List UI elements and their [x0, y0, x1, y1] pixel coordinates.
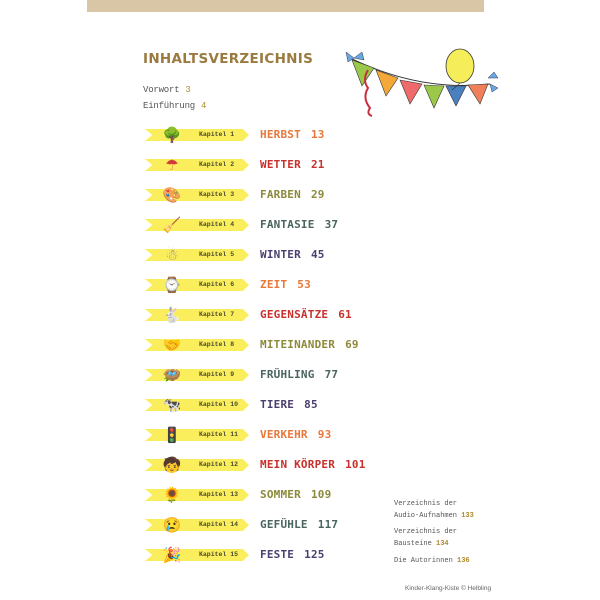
- chapter-number: Kapitel 3: [199, 191, 235, 198]
- chapter-number: Kapitel 1: [199, 131, 235, 138]
- footer-copyright: Kinder-Klang-Kiste © Helbling: [405, 585, 492, 592]
- chapter-title: GEFÜHLE 117: [260, 518, 339, 531]
- chapter-title: WINTER 45: [260, 248, 325, 261]
- chapter-page: 77: [324, 368, 339, 381]
- chapter-page: 13: [310, 128, 325, 141]
- chapter-number: Kapitel 15: [199, 551, 239, 558]
- appendix-label: Verzeichnis der: [394, 500, 458, 508]
- witch-on-broom-icon: 🧹: [162, 217, 182, 234]
- chapter-title: GEGENSÄTZE 61: [260, 308, 352, 321]
- chapter-title: FRÜHLING 77: [260, 368, 339, 381]
- chapter-page: 29: [310, 188, 325, 201]
- snowman-icon: ☃: [165, 247, 179, 264]
- chapter-title: WETTER 21: [260, 158, 325, 171]
- chapter-number: Kapitel 10: [199, 401, 239, 408]
- appendix-item-audio[interactable]: [394, 498, 474, 522]
- appendix-page: 133: [461, 512, 474, 520]
- appendix-label: Die Autorinnen: [394, 557, 453, 565]
- chapter-row[interactable]: [143, 214, 403, 236]
- child-icon: 🧒: [162, 457, 182, 474]
- chapter-page: 53: [297, 278, 311, 291]
- intro-page: 4: [201, 101, 207, 111]
- chapter-number: Kapitel 14: [199, 521, 239, 528]
- chapter-number: Kapitel 7: [199, 311, 235, 318]
- intro-page: 3: [185, 85, 191, 95]
- traffic-light-icon: 🚦: [162, 427, 182, 444]
- chapter-number: Kapitel 4: [199, 221, 235, 228]
- chapter-title: HERBST 13: [260, 128, 325, 141]
- intro-item-vorwort[interactable]: [143, 85, 191, 95]
- chapter-page: 69: [345, 338, 359, 351]
- page-title: INHALTSVERZEICHNIS: [143, 51, 314, 67]
- intro-label: Einführung: [143, 101, 196, 111]
- paint-palette-icon: 🎨: [162, 187, 182, 204]
- chapter-page: 45: [310, 248, 325, 261]
- bird-nest-icon: 🪺: [162, 367, 182, 384]
- chapter-page: 101: [345, 458, 366, 471]
- chapter-number: Kapitel 9: [199, 371, 235, 378]
- chapter-title: MITEINANDER 69: [260, 338, 359, 351]
- chapter-page: 93: [317, 428, 332, 441]
- umbrella-icon: ☂: [165, 157, 179, 174]
- chapter-page: 21: [310, 158, 325, 171]
- appendix-item-autorinnen[interactable]: [394, 555, 470, 567]
- chapter-row[interactable]: [143, 184, 403, 206]
- chapter-title: SOMMER 109: [260, 488, 332, 501]
- chapter-row[interactable]: [143, 484, 403, 506]
- tree-icon: 🌳: [162, 127, 182, 144]
- chapter-title: FANTASIE 37: [260, 218, 339, 231]
- chapter-title: FESTE 125: [260, 548, 325, 561]
- chapter-row[interactable]: [143, 244, 403, 266]
- chapter-row[interactable]: [143, 334, 403, 356]
- chapter-row[interactable]: [143, 274, 403, 296]
- chapter-title: VERKEHR 93: [260, 428, 332, 441]
- chapter-number: Kapitel 2: [199, 161, 235, 168]
- cow-icon: 🐄: [162, 397, 182, 414]
- chapter-page: 85: [304, 398, 318, 411]
- appendix-page: 134: [436, 540, 449, 548]
- appendix-label: Audio-Aufnahmen: [394, 512, 458, 520]
- chapter-number: Kapitel 5: [199, 251, 235, 258]
- party-garland-icon: 🎉: [162, 547, 182, 564]
- chapter-number: Kapitel 6: [199, 281, 235, 288]
- chapter-title: ZEIT 53: [260, 278, 311, 291]
- chapter-row[interactable]: [143, 424, 403, 446]
- chapter-number: Kapitel 8: [199, 341, 235, 348]
- chapter-title: TIERE 85: [260, 398, 318, 411]
- hare-icon: 🐇: [162, 307, 182, 324]
- chapter-number: Kapitel 12: [199, 461, 239, 468]
- chapter-row[interactable]: [143, 124, 403, 146]
- appendix-page: 136: [457, 557, 470, 565]
- chapter-title: MEIN KÖRPER 101: [260, 458, 366, 471]
- chapter-page: 61: [338, 308, 352, 321]
- intro-item-einfuehrung[interactable]: [143, 101, 206, 111]
- chapter-row[interactable]: [143, 394, 403, 416]
- chapter-number: Kapitel 13: [199, 491, 239, 498]
- chapter-row[interactable]: [143, 154, 403, 176]
- appendix-item-bausteine[interactable]: [394, 526, 457, 550]
- wristwatch-icon: ⌚: [162, 277, 182, 294]
- chapter-page: 37: [324, 218, 339, 231]
- chapter-row[interactable]: [143, 364, 403, 386]
- chapter-row[interactable]: [143, 454, 403, 476]
- appendix-label: Bausteine: [394, 540, 432, 548]
- chapter-page: 125: [304, 548, 325, 561]
- top-bar: [87, 0, 484, 12]
- chapter-title: FARBEN 29: [260, 188, 325, 201]
- chapter-row[interactable]: [143, 304, 403, 326]
- chapter-row[interactable]: [143, 544, 403, 566]
- chapter-page: 109: [310, 488, 332, 501]
- chapter-number: Kapitel 11: [199, 431, 239, 438]
- chapter-row[interactable]: [143, 514, 403, 536]
- chapter-page: 117: [317, 518, 339, 531]
- appendix-label: Verzeichnis der: [394, 528, 458, 536]
- hands-icon: 🤝: [162, 337, 182, 354]
- sunflower-icon: 🌻: [162, 487, 182, 504]
- crying-child-icon: 😢: [162, 517, 182, 534]
- intro-label: Vorwort: [143, 85, 180, 95]
